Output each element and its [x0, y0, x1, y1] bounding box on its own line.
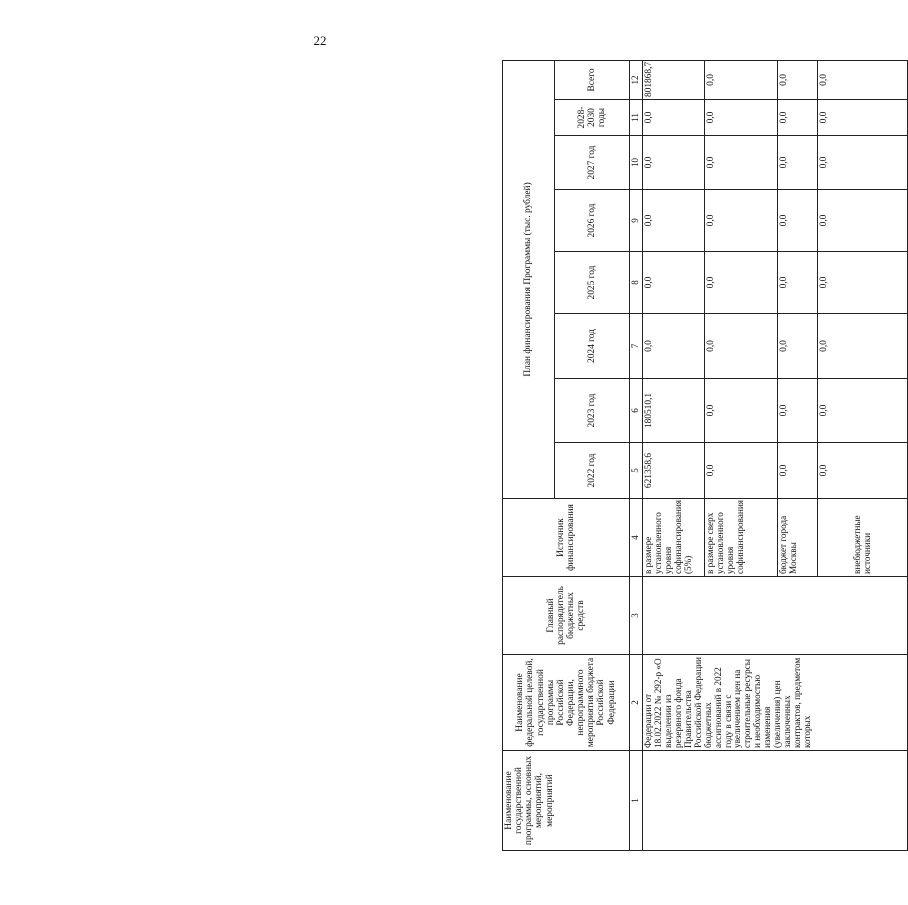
value-cell: 0,0	[705, 100, 778, 136]
column-number: 1	[630, 751, 643, 851]
header-total: Всего	[555, 60, 630, 99]
header-funding-source: Источник финансирования	[503, 499, 630, 577]
value-cell: 0,0	[643, 136, 705, 190]
value-cell: 0,0	[705, 379, 778, 443]
header-federal-program: Наименование федеральной целевой, государственной программы Российской Федерации, непрограммного мероприятия бюджета Российской Федерации	[503, 655, 630, 751]
header-year-2025: 2025 год	[555, 252, 630, 314]
header-year-2024: 2024 год	[555, 314, 630, 379]
header-year-2027: 2027 год	[555, 136, 630, 190]
financing-table	[502, 60, 908, 851]
value-cell: 0,0	[818, 136, 908, 190]
header-plan-title: План финансирования Программы (тыс. рублей)	[503, 60, 555, 498]
column-number: 8	[630, 252, 643, 314]
value-cell: 0,0	[778, 190, 818, 252]
value-cell: 0,0	[778, 379, 818, 443]
column-number: 12	[630, 60, 643, 99]
value-cell: 0,0	[643, 252, 705, 314]
funding-source-cell: в размере сверх установленного уровня софинансирования	[705, 499, 778, 577]
value-cell: 0,0	[818, 60, 908, 99]
header-year-2028-2030: 2028-2030 годы	[555, 100, 630, 136]
value-cell: 0,0	[818, 443, 908, 499]
value-cell: 0,0	[778, 252, 818, 314]
header-year-2022: 2022 год	[555, 443, 630, 499]
value-cell: 0,0	[705, 190, 778, 252]
value-cell: 0,0	[818, 252, 908, 314]
column-number: 5	[630, 443, 643, 499]
column-number: 7	[630, 314, 643, 379]
value-cell: 801868,7	[643, 60, 705, 99]
column-number: 11	[630, 100, 643, 136]
value-cell: 0,0	[643, 314, 705, 379]
page-number: 22	[313, 33, 327, 48]
value-cell: 0,0	[778, 60, 818, 99]
column-number: 4	[630, 499, 643, 577]
header-year-2023: 2023 год	[555, 379, 630, 443]
value-cell: 0,0	[705, 136, 778, 190]
value-cell: 0,0	[705, 443, 778, 499]
value-cell: 621358,6	[643, 443, 705, 499]
table-row	[643, 60, 705, 850]
funding-source-cell: внебюджетные источники	[818, 499, 908, 577]
value-cell: 180510,1	[643, 379, 705, 443]
value-cell: 0,0	[818, 379, 908, 443]
budget-manager-cell	[643, 577, 908, 655]
header-budget-manager: Главный распорядитель бюджетных средств	[503, 577, 630, 655]
value-cell: 0,0	[778, 100, 818, 136]
value-cell: 0,0	[643, 100, 705, 136]
column-number: 10	[630, 136, 643, 190]
value-cell: 0,0	[818, 100, 908, 136]
funding-source-cell: бюджет города Москвы	[778, 499, 818, 577]
value-cell: 0,0	[643, 190, 705, 252]
value-cell: 0,0	[778, 314, 818, 379]
header-year-2026: 2026 год	[555, 190, 630, 252]
value-cell: 0,0	[778, 443, 818, 499]
rotated-table-container	[502, 61, 906, 851]
federal-program-cell: Федерации от 18.02.2022 № 292-р «О выделении из резервного фонда Правительства Российской Федерации бюджетных ассигнований в 2022 году в связи с увеличением цен на строительные ресурсы и необходимостью изменения (увеличения) цен заключенных контрактов, предметом которых	[643, 655, 908, 751]
header-program-name: Наименование государственной программы, основных мероприятий, мероприятий	[503, 751, 630, 851]
program-name-cell	[643, 751, 908, 851]
column-number: 3	[630, 577, 643, 655]
value-cell: 0,0	[818, 190, 908, 252]
column-number: 2	[630, 655, 643, 751]
value-cell: 0,0	[705, 314, 778, 379]
value-cell: 0,0	[705, 252, 778, 314]
column-number: 9	[630, 190, 643, 252]
value-cell: 0,0	[818, 314, 908, 379]
value-cell: 0,0	[705, 60, 778, 99]
funding-source-cell: в размере установленного уровня софинансирования (5%)	[643, 499, 705, 577]
value-cell: 0,0	[778, 136, 818, 190]
column-number: 6	[630, 379, 643, 443]
